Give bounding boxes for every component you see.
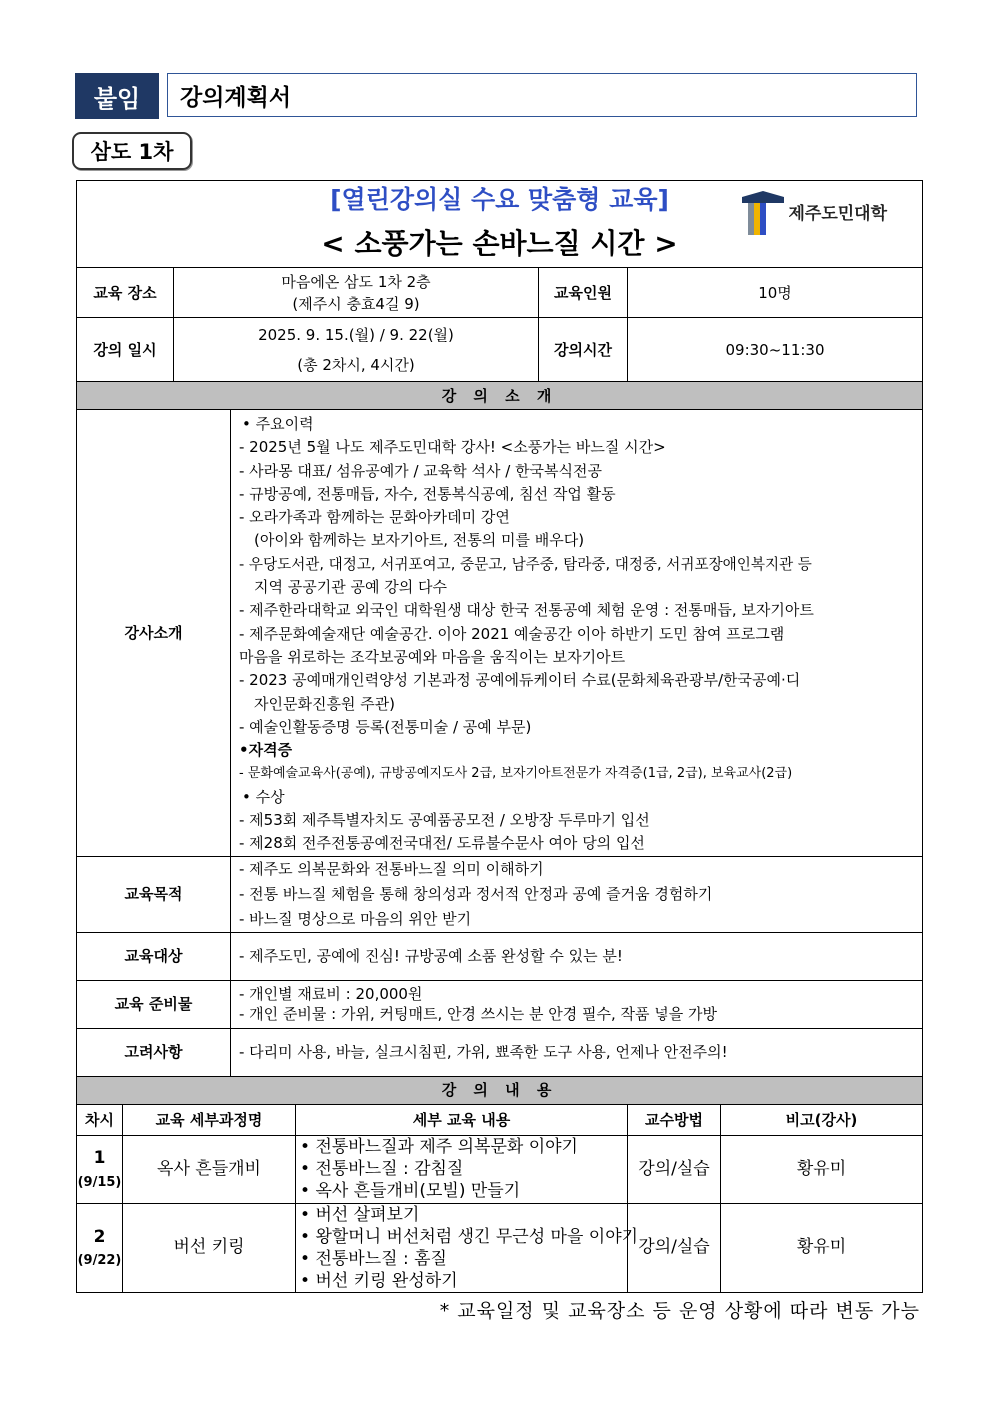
course-name: 버선 키링 (123, 1203, 296, 1292)
target-label: 교육대상 (77, 932, 231, 980)
prep-label: 교육 준비물 (77, 980, 231, 1028)
detail-list (296, 1203, 639, 1292)
col-header-method: 교수방법 (628, 1104, 721, 1135)
banner-title: < 소풍가는 손바느질 시간 > (321, 227, 678, 260)
goal-item: - 제주도 의복문화와 전통바느질 의미 이해하기 (239, 859, 544, 878)
document-title: 강의계획서 (167, 73, 917, 117)
date-label: 강의 일시 (77, 318, 174, 382)
time-value: 09:30~11:30 (628, 318, 923, 382)
target-text: - 제주도민, 공예에 진심! 규방공예 소품 완성할 수 있는 분! (239, 946, 623, 965)
detail-item: • 버선 키링 완성하기 (300, 1270, 458, 1291)
instructor-label: 강사소개 (77, 410, 231, 857)
people-label: 교육인원 (539, 268, 628, 318)
date-line: (총 2차시, 4시간) (297, 355, 415, 374)
schedule-note: * 교육일정 및 교육장소 등 운영 상황에 따라 변동 가능 (439, 1300, 920, 1322)
bio-line: - 제주한라대학교 외국인 대학원생 대상 한국 전통공예 체험 운영 : 전통매듭, 보자기아트 (239, 601, 814, 620)
intro-section-header: 강 의 소 개 (77, 382, 923, 410)
goal-item: - 전통 바느질 체험을 통해 창의성과 정서적 안정과 공예 즐거움 경험하기 (239, 884, 713, 903)
place-label: 교육 장소 (77, 268, 174, 318)
table-row (77, 1203, 923, 1292)
university-logo (742, 191, 887, 237)
teacher: 황유미 (721, 1203, 923, 1292)
teacher: 황유미 (721, 1135, 923, 1203)
detail-item: • 버선 살펴보기 (300, 1204, 420, 1225)
bio-line: - 규방공예, 전통매듭, 자수, 전통복식공예, 침선 작업 활동 (239, 484, 616, 503)
prep-item: - 개인 준비물 : 가위, 커팅매트, 안경 쓰시는 분 안경 필수, 작품 넣을 가방 (239, 1005, 717, 1024)
bio-line: - 사라몽 대표/ 섬유공예가 / 교육학 석사 / 한국복식전공 (239, 461, 603, 480)
goal-item: - 바느질 명상으로 마음의 위안 받기 (239, 909, 472, 928)
date-value (174, 318, 539, 382)
place-line: 마음에온 삼도 1차 2층 (281, 272, 431, 291)
round-tag: 삼도 1차 (72, 132, 192, 170)
cap-logo-icon (742, 191, 784, 237)
date-line: 2025. 9. 15.(월) / 9. 22(월) (258, 325, 454, 344)
consider-value (231, 1028, 923, 1076)
table-row (77, 1135, 923, 1203)
content-section-header: 강 의 내 용 (77, 1076, 923, 1104)
method: 강의/실습 (628, 1135, 721, 1203)
col-header-detail: 세부 교육 내용 (296, 1104, 628, 1135)
prep-list (231, 980, 923, 1028)
bio-line: - 오라가족과 함께하는 문화아카데미 강연 (239, 508, 510, 527)
bio-line: • 수상 (242, 787, 285, 806)
plan-table (76, 180, 923, 1293)
goal-list (231, 856, 923, 932)
session-no: 2 (9/22) (77, 1203, 123, 1292)
bio-line: 자인문화진흥원 주관) (254, 694, 396, 713)
instructor-bio (231, 410, 923, 857)
detail-item: • 전통바느질 : 홈질 (300, 1248, 447, 1269)
bio-line: 지역 공공기관 공예 강의 다수 (254, 578, 447, 597)
bio-line: - 우당도서관, 대정고, 서귀포여고, 중문고, 남주중, 탐라중, 대정중, 서귀포장애인복지관 등 (239, 555, 812, 573)
goal-label: 교육목적 (77, 856, 231, 932)
bio-line: - 제주문화예술재단 예술공간. 이아 2021 예술공간 이아 하반기 도민 참여 프로그램 (239, 624, 785, 643)
bio-line: • 주요이력 (242, 415, 314, 433)
bio-line: •자격증 (239, 741, 293, 760)
col-header-course: 교육 세부과정명 (123, 1104, 296, 1135)
method: 강의/실습 (628, 1203, 721, 1292)
place-value (174, 268, 539, 318)
detail-item: • 전통바느질과 제주 의복문화 이야기 (300, 1137, 578, 1158)
logo-text: 제주도민대학 (788, 203, 888, 224)
consider-label: 고려사항 (77, 1028, 231, 1076)
bio-line: - 제28회 전주전통공예전국대전/ 도류불수문사 여아 당의 입선 (239, 834, 645, 853)
bio-line: - 예술인활동증명 등록(전통미술 / 공예 부문) (239, 717, 532, 736)
bio-line: - 제53회 제주특별자치도 공예품공모전 / 오방장 두루마기 입선 (239, 811, 650, 830)
detail-item: • 왕할머니 버선처럼 생긴 무근성 마을 이야기 (300, 1226, 639, 1247)
bio-line: - 2025년 5월 나도 제주도민대학 강사! <소풍가는 바느질 시간> (239, 438, 666, 457)
attachment-badge: 붙임 (75, 73, 159, 119)
banner (77, 181, 923, 268)
people-value: 10명 (628, 268, 923, 318)
place-line: (제주시 충효4길 9) (292, 294, 420, 313)
prep-item: - 개인별 재료비 : 20,000원 (239, 985, 423, 1004)
consider-text: - 다리미 사용, 바늘, 실크시침핀, 가위, 뾰족한 도구 사용, 언제나 안전주의! (239, 1042, 728, 1061)
bio-line: 마음을 위로하는 조각보공예와 마음을 움직이는 보자기아트 (239, 647, 626, 666)
detail-item: • 전통바느질 : 감침질 (300, 1159, 464, 1180)
col-header-teacher: 비고(강사) (721, 1104, 923, 1135)
banner-subtitle: [열린강의실 수요 맞춤형 교육] (330, 185, 669, 214)
target-value (231, 932, 923, 980)
course-name: 옥사 흔들개비 (123, 1135, 296, 1203)
col-header-no: 차시 (77, 1104, 123, 1135)
bio-line: (아이와 함께하는 보자기아트, 전통의 미를 배우다) (254, 531, 585, 550)
session-no: 1 (9/15) (77, 1135, 123, 1203)
bio-line: - 문화예술교육사(공예), 규방공예지도사 2급, 보자기아트전문가 자격증(1급, 2급), 보육교사(2급) (239, 766, 793, 782)
time-label: 강의시간 (539, 318, 628, 382)
bio-line: - 2023 공예매개인력양성 기본과정 공예에듀케이터 수료(문화체육관광부/한국공예·디 (239, 671, 801, 690)
detail-list (296, 1135, 628, 1203)
detail-item: • 옥사 흔들개비(모빌) 만들기 (300, 1181, 521, 1202)
